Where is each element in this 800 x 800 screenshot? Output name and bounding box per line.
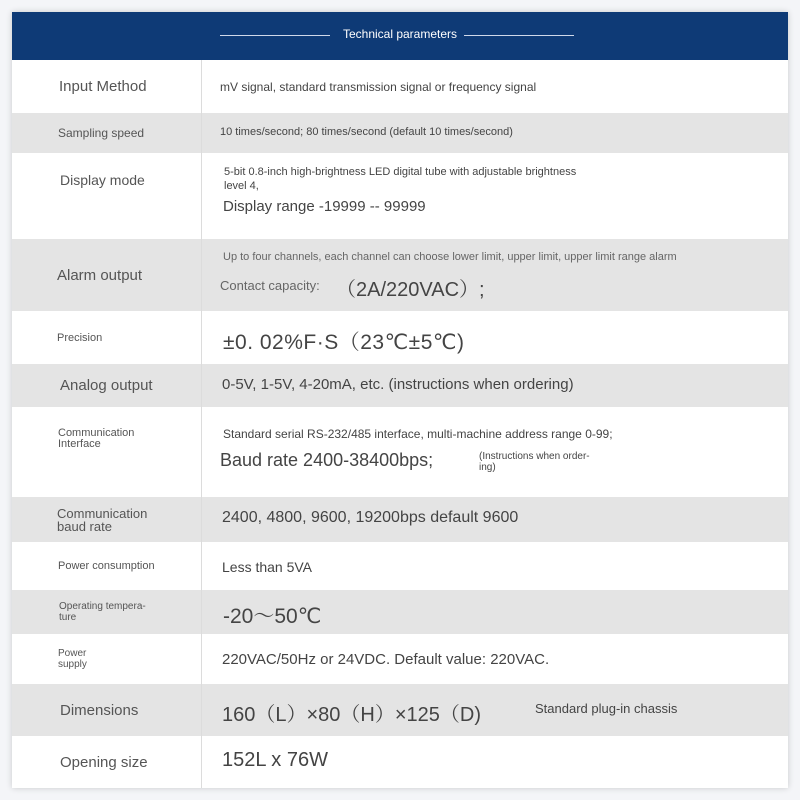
label-line: Communication: [58, 427, 135, 439]
row-label: [12, 407, 201, 497]
row-communication-baud-rate: [12, 497, 788, 542]
label-line: Operating tempera-: [59, 601, 146, 612]
ordering-note-line1: (Instructions when order-: [479, 451, 590, 462]
row-value: [220, 736, 780, 788]
row-value: [220, 60, 780, 113]
label-line: Power: [58, 648, 87, 659]
row-alarm-output: [12, 239, 788, 311]
row-value: [220, 542, 780, 590]
row-value: [220, 634, 780, 684]
row-operating-temperature: [12, 590, 788, 634]
row-label: Dimensions: [60, 701, 139, 719]
row-dimensions: [12, 684, 788, 736]
dimensions-note: Standard plug-in chassis: [535, 701, 678, 716]
label-line: supply: [58, 659, 87, 670]
header-title: Technical parameters: [342, 27, 458, 41]
alarm-output-channels: Up to four channels, each channel can choose lower limit, upper limit, upper limit range alarm: [223, 251, 677, 263]
label-line: Communication: [57, 505, 148, 521]
row-label: [12, 590, 201, 634]
row-label: Alarm output: [57, 266, 143, 284]
row-value: [220, 497, 780, 542]
row-power-supply: [12, 634, 788, 684]
row-analog-output: [12, 364, 788, 407]
analog-output-value: 0-5V, 1-5V, 4-20mA, etc. (instructions when ordering): [222, 376, 574, 393]
row-label: Input Method: [59, 78, 147, 95]
label-line: Interface: [58, 438, 101, 450]
row-value: [220, 590, 780, 634]
row-label: Power consumption: [58, 560, 155, 572]
sampling-speed-value: 10 times/second; 80 times/second (default 10 times/second): [220, 126, 513, 138]
technical-parameters-card: [12, 12, 788, 788]
display-mode-line1: 5-bit 0.8-inch high-brightness LED digital tube with adjustable brightness: [224, 166, 577, 178]
display-mode-line2: level 4,: [224, 180, 259, 192]
row-value: [220, 311, 780, 364]
contact-capacity-value: （2A/220VAC）;: [336, 279, 485, 301]
baud-rate-value: 2400, 4800, 9600, 19200bps default 9600: [222, 509, 519, 526]
row-value: [220, 407, 780, 497]
input-method-value: mV signal, standard transmission signal or frequency signal: [220, 80, 537, 94]
power-supply-value: 220VAC/50Hz or 24VDC. Default value: 220VAC.: [222, 651, 550, 668]
header-divider-right: [464, 35, 574, 36]
row-label: Precision: [57, 331, 103, 344]
row-label: Display mode: [60, 172, 145, 188]
row-precision: [12, 311, 788, 364]
communication-interface-value: Standard serial RS-232/485 interface, multi-machine address range 0-99;: [223, 427, 613, 441]
row-label: Opening size: [60, 753, 148, 771]
baud-rate-range: Baud rate 2400-38400bps;: [220, 450, 434, 470]
display-range: Display range -19999 -- 99999: [223, 198, 426, 215]
contact-capacity-label: Contact capacity:: [220, 278, 320, 293]
row-sampling-speed: [12, 113, 788, 153]
precision-value: ±0. 02%F·S（23℃±5℃): [223, 331, 465, 354]
row-opening-size: [12, 736, 788, 788]
label-line: baud rate: [57, 518, 112, 534]
row-label: [12, 634, 201, 684]
row-power-consumption: [12, 542, 788, 590]
row-label: [12, 497, 201, 542]
label-line: ture: [59, 612, 77, 623]
row-input-method: [12, 60, 788, 113]
header-bar: [12, 12, 788, 60]
row-value: [220, 364, 780, 407]
row-value: [220, 113, 780, 153]
row-display-mode: [12, 153, 788, 239]
row-label: Analog output: [60, 377, 153, 394]
opening-size-value: 152L x 76W: [222, 749, 328, 771]
ordering-note-line2: ing): [479, 462, 496, 473]
row-value: [220, 239, 780, 311]
power-consumption-value: Less than 5VA: [222, 559, 313, 575]
row-value: [220, 684, 780, 736]
row-value: [220, 153, 780, 239]
operating-temperature-value: -20～50℃: [223, 605, 322, 628]
row-communication-interface: [12, 407, 788, 497]
column-divider: [201, 60, 202, 788]
row-label: Sampling speed: [58, 126, 145, 140]
dimensions-value: 160（L）×80（H）×125（D): [222, 704, 482, 726]
